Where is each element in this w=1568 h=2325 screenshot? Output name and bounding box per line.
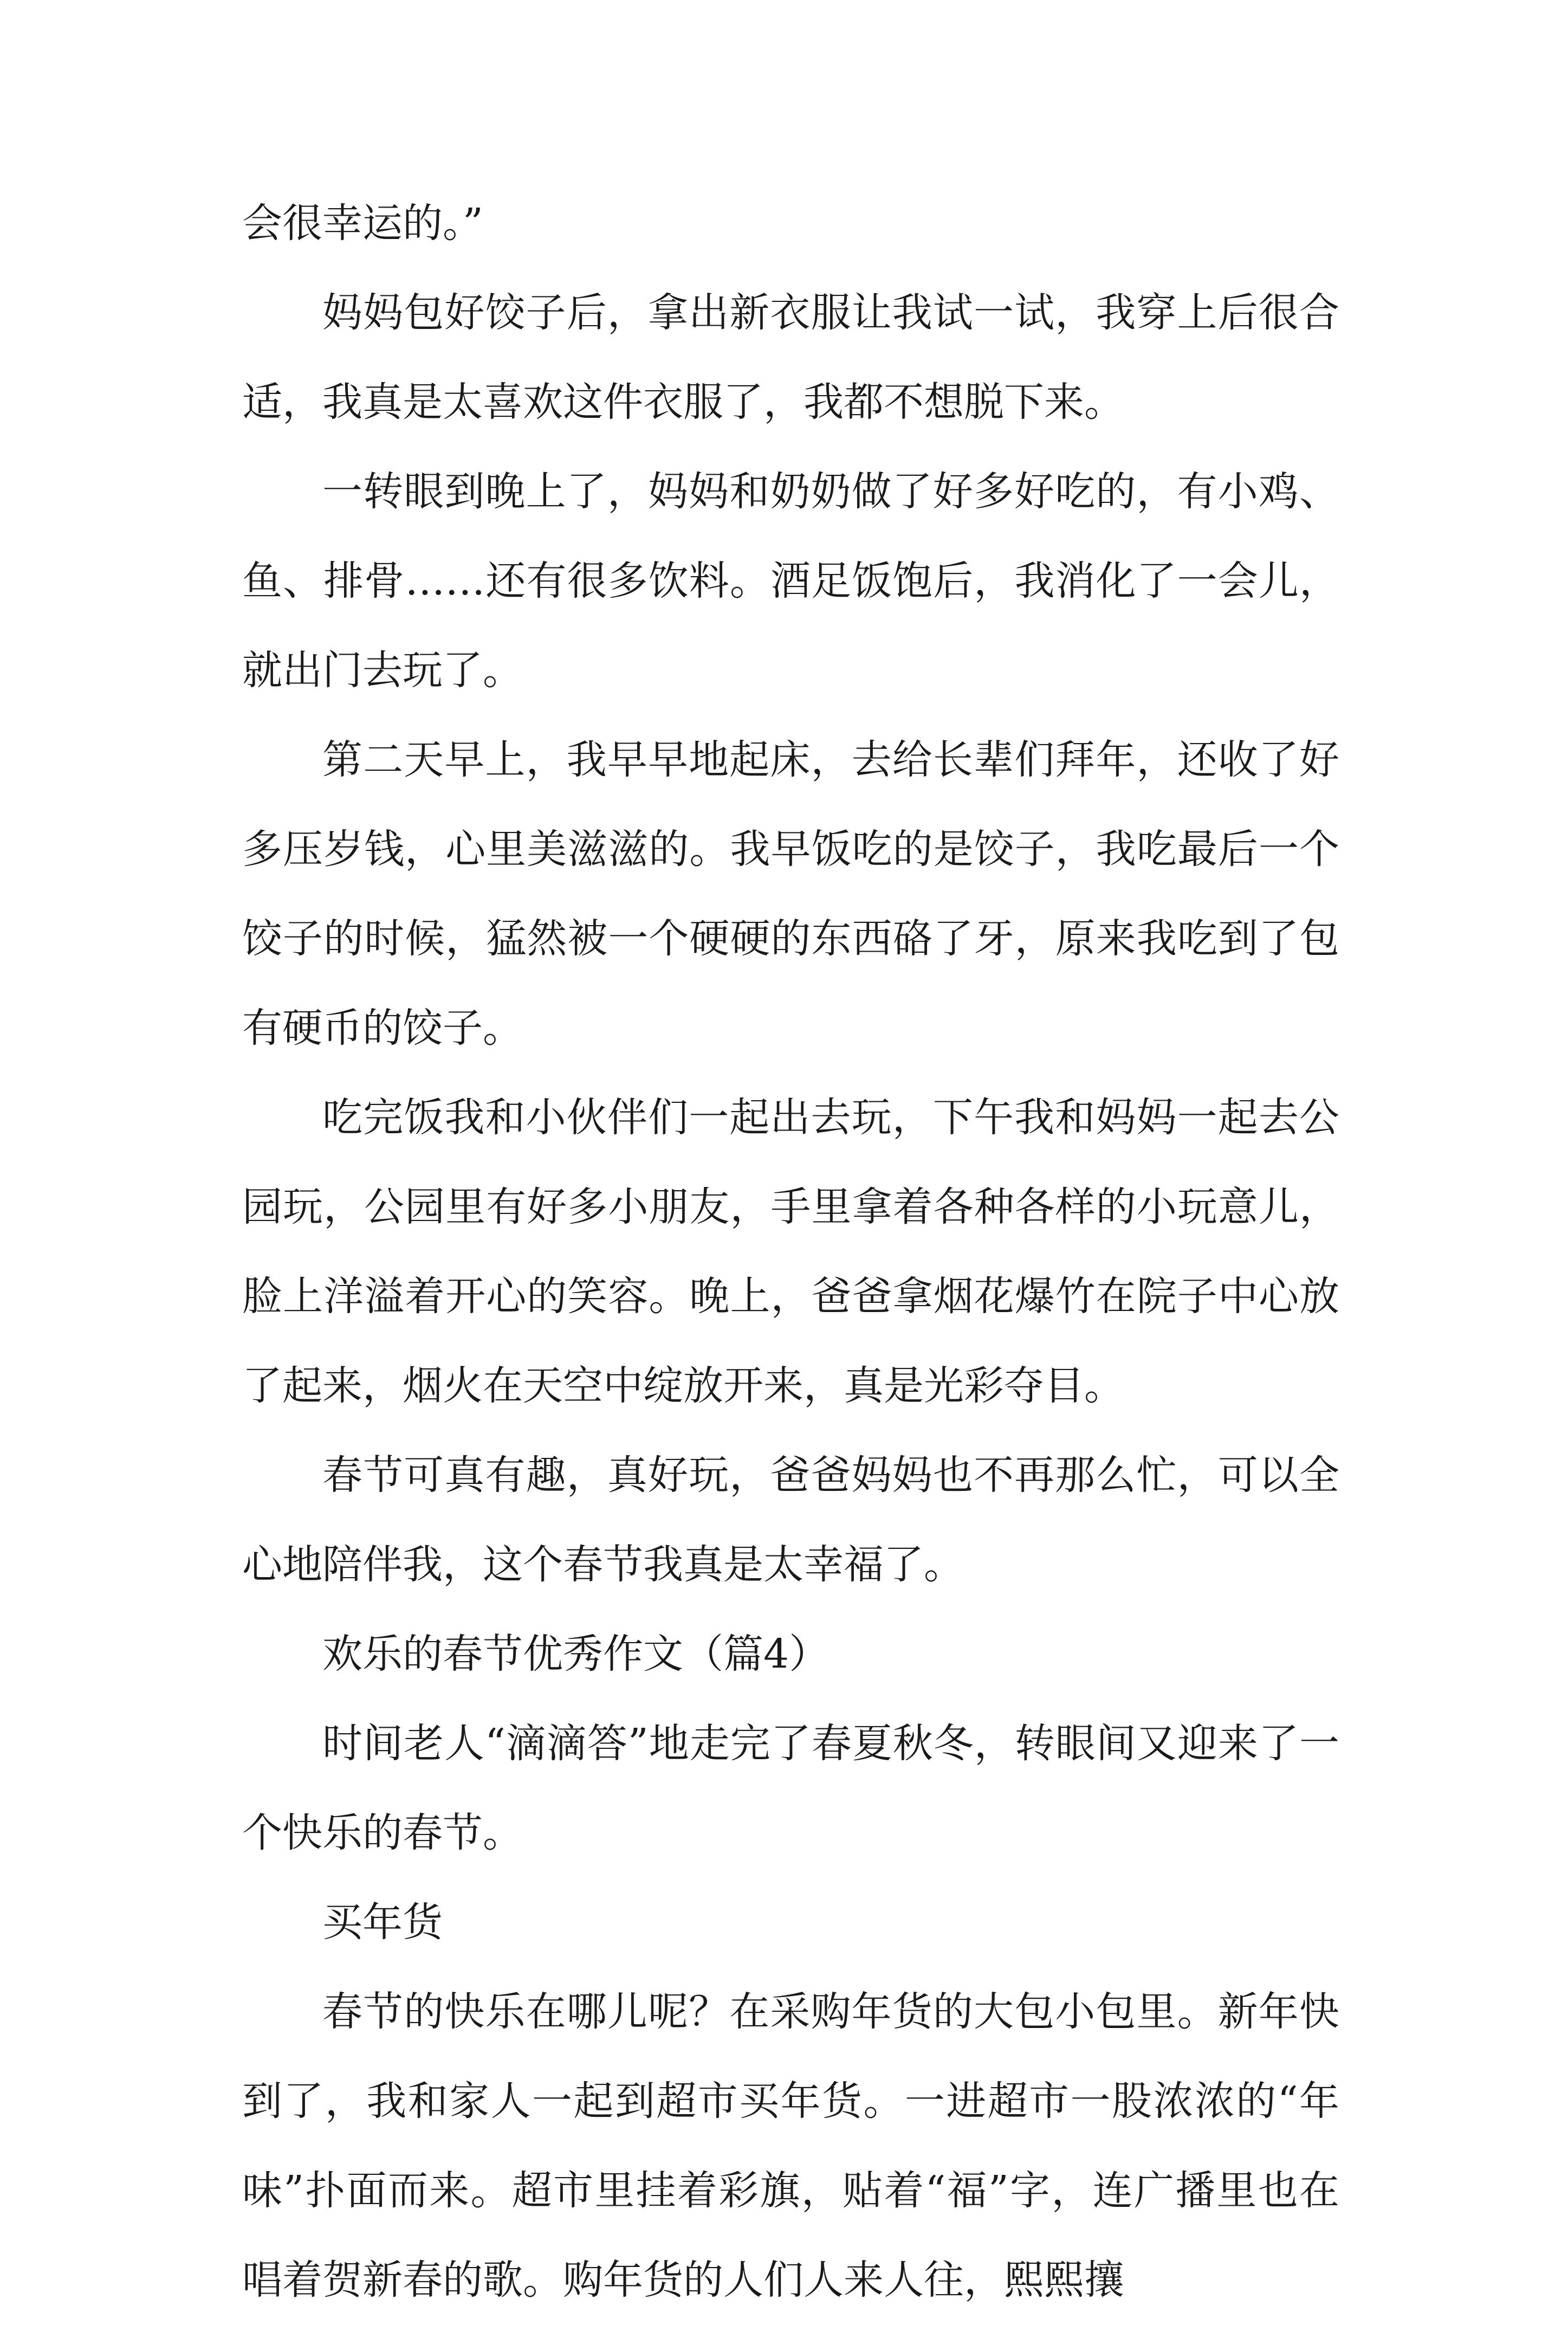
paragraph-3: 一转眼到晚上了，妈妈和奶奶做了好多好吃的，有小鸡、鱼、排骨……还有很多饮料。酒足饭饱后，我消化了一会儿，就出门去玩了。 xyxy=(242,468,1339,694)
paragraph-8: 春节的快乐在哪儿呢？在采购年货的大包小包里。新年快到了，我和家人一起到超市买年货。一进超市一股浓浓的“年味”扑面而来。超市里挂着彩旗，贴着“福”字，连广播里也在唱着贺新春的歌。购年货的人们人来人往，熙熙攘 xyxy=(242,1988,1339,2303)
paragraph-5: 吃完饭我和小伙伴们一起出去玩，下午我和妈妈一起去公园玩，公园里有好多小朋友，手里拿着各种各样的小玩意儿，脸上洋溢着开心的笑容。晚上，爸爸拿烟花爆竹在院子中心放了起来，烟火在天空中绽放开来，真是光彩夺目。 xyxy=(242,1094,1339,1409)
section-heading: 欢乐的春节优秀作文（篇4） xyxy=(322,1631,830,1677)
document-body xyxy=(242,179,1339,2325)
paragraph-4: 第二天早上，我早早地起床，去给长辈们拜年，还收了好多压岁钱，心里美滋滋的。我早饭吃的是饺子，我吃最后一个饺子的时候，猛然被一个硬硬的东西硌了牙，原来我吃到了包有硬币的饺子。 xyxy=(242,737,1339,1051)
paragraph-6: 春节可真有趣，真好玩，爸爸妈妈也不再那么忙，可以全心地陪伴我，这个春节我真是太幸福了。 xyxy=(242,1452,1339,1588)
paragraph-7: 时间老人“滴滴答”地走完了春夏秋冬，转眼间又迎来了一个快乐的春节。 xyxy=(242,1720,1339,1856)
paragraph-2: 妈妈包好饺子后，拿出新衣服让我试一试，我穿上后很合适，我真是太喜欢这件衣服了，我都不想脱下来。 xyxy=(242,289,1339,425)
paragraph-1: 会很幸运的。” xyxy=(242,200,483,247)
subheading: 买年货 xyxy=(322,1899,443,1946)
